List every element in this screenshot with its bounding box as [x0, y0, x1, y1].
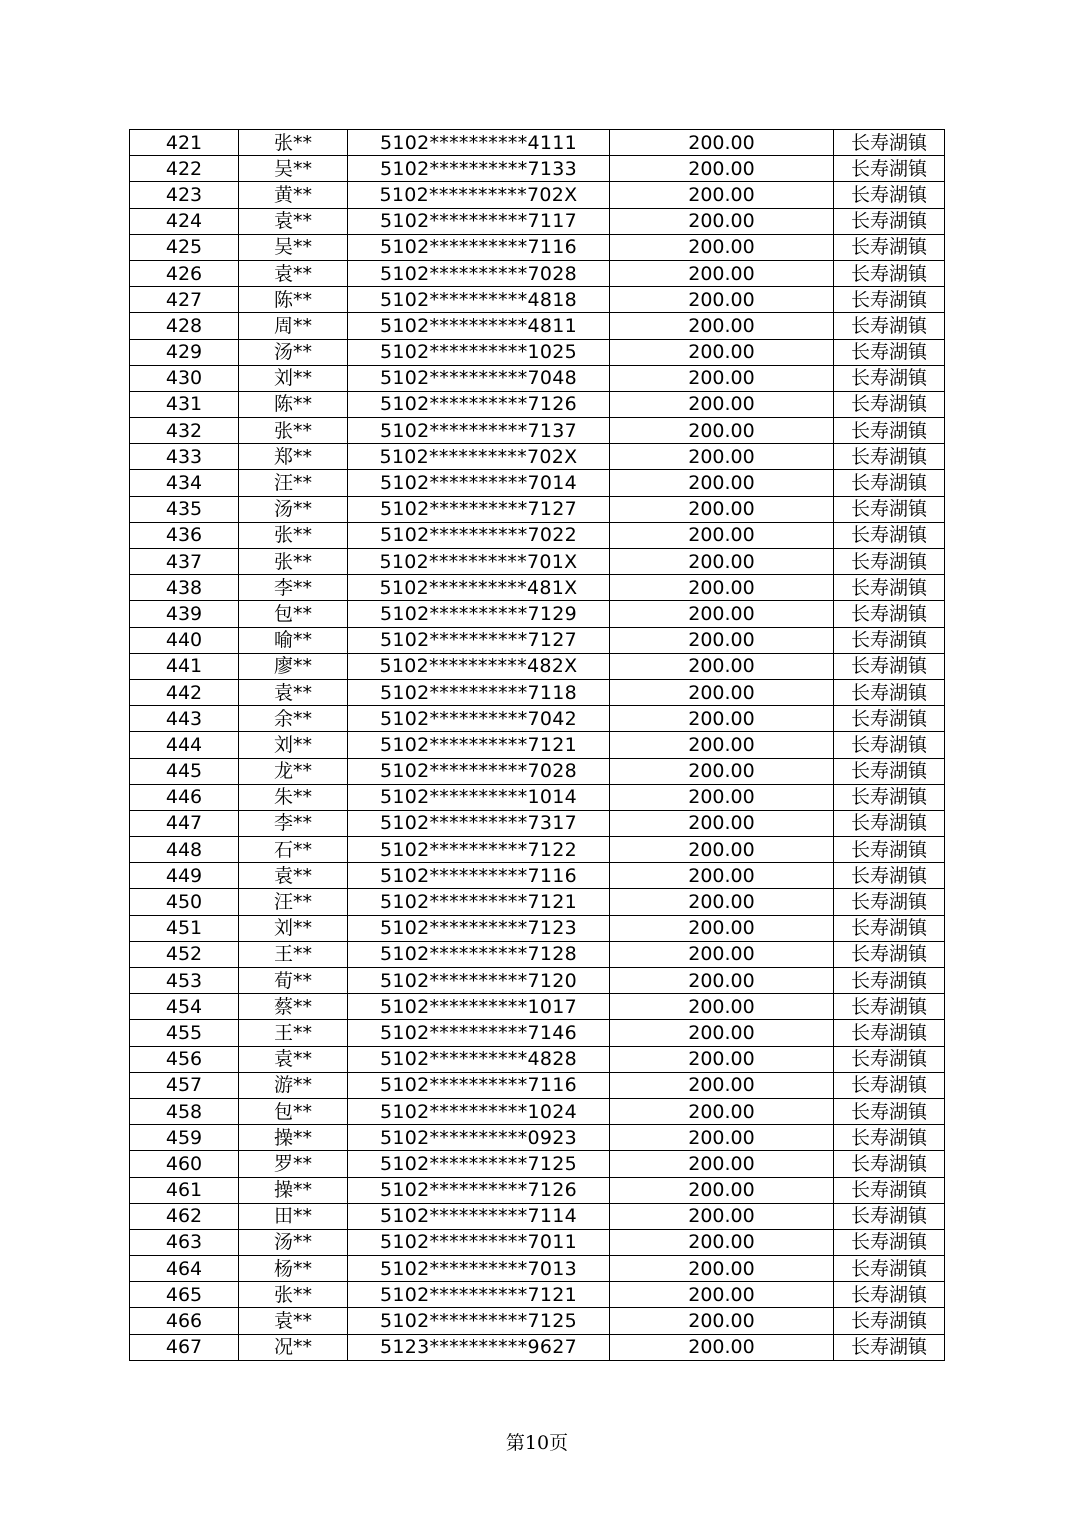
table-row [130, 679, 945, 705]
town-cell: 长寿湖镇 [834, 156, 945, 182]
id-number-cell: 5102**********482X [348, 653, 610, 679]
row-number-cell: 467 [130, 1334, 239, 1360]
id-number-cell: 5102**********7013 [348, 1256, 610, 1282]
name-cell: 喻** [239, 627, 348, 653]
town-cell: 长寿湖镇 [834, 365, 945, 391]
name-cell: 陈** [239, 391, 348, 417]
town-cell: 长寿湖镇 [834, 1098, 945, 1124]
amount-cell: 200.00 [610, 968, 834, 994]
id-number-cell: 5102**********7127 [348, 627, 610, 653]
town-cell: 长寿湖镇 [834, 810, 945, 836]
town-cell: 长寿湖镇 [834, 208, 945, 234]
amount-cell: 200.00 [610, 549, 834, 575]
name-cell: 刘** [239, 732, 348, 758]
row-number-cell: 463 [130, 1229, 239, 1255]
id-number-cell: 5102**********7317 [348, 810, 610, 836]
town-cell: 长寿湖镇 [834, 1282, 945, 1308]
table-row [130, 837, 945, 863]
name-cell: 袁** [239, 208, 348, 234]
town-cell: 长寿湖镇 [834, 391, 945, 417]
table-row [130, 1308, 945, 1334]
town-cell: 长寿湖镇 [834, 837, 945, 863]
table-row [130, 1256, 945, 1282]
amount-cell: 200.00 [610, 1256, 834, 1282]
town-cell: 长寿湖镇 [834, 994, 945, 1020]
id-number-cell: 5102**********7117 [348, 208, 610, 234]
row-number-cell: 455 [130, 1020, 239, 1046]
table-row [130, 784, 945, 810]
amount-cell: 200.00 [610, 941, 834, 967]
town-cell: 长寿湖镇 [834, 1125, 945, 1151]
table-row [130, 706, 945, 732]
row-number-cell: 443 [130, 706, 239, 732]
name-cell: 罗** [239, 1151, 348, 1177]
town-cell: 长寿湖镇 [834, 1334, 945, 1360]
town-cell: 长寿湖镇 [834, 522, 945, 548]
row-number-cell: 438 [130, 575, 239, 601]
id-number-cell: 5102**********7122 [348, 837, 610, 863]
town-cell: 长寿湖镇 [834, 706, 945, 732]
table-row [130, 444, 945, 470]
table-row [130, 575, 945, 601]
table-row [130, 915, 945, 941]
name-cell: 余** [239, 706, 348, 732]
id-number-cell: 5102**********7137 [348, 418, 610, 444]
amount-cell: 200.00 [610, 1308, 834, 1334]
table-row [130, 287, 945, 313]
table-row [130, 758, 945, 784]
table-row [130, 732, 945, 758]
name-cell: 汤** [239, 339, 348, 365]
table-row [130, 234, 945, 260]
town-cell: 长寿湖镇 [834, 758, 945, 784]
id-number-cell: 5102**********7120 [348, 968, 610, 994]
row-number-cell: 459 [130, 1125, 239, 1151]
id-number-cell: 5102**********7116 [348, 234, 610, 260]
name-cell: 王** [239, 1020, 348, 1046]
id-number-cell: 5102**********7116 [348, 863, 610, 889]
name-cell: 黄** [239, 182, 348, 208]
id-number-cell: 5102**********701X [348, 549, 610, 575]
row-number-cell: 428 [130, 313, 239, 339]
row-number-cell: 466 [130, 1308, 239, 1334]
id-number-cell: 5102**********7126 [348, 391, 610, 417]
amount-cell: 200.00 [610, 1125, 834, 1151]
town-cell: 长寿湖镇 [834, 130, 945, 156]
id-number-cell: 5102**********4818 [348, 287, 610, 313]
amount-cell: 200.00 [610, 784, 834, 810]
name-cell: 刘** [239, 365, 348, 391]
town-cell: 长寿湖镇 [834, 968, 945, 994]
town-cell: 长寿湖镇 [834, 915, 945, 941]
id-number-cell: 5102**********7121 [348, 1282, 610, 1308]
row-number-cell: 421 [130, 130, 239, 156]
id-number-cell: 5102**********7048 [348, 365, 610, 391]
amount-cell: 200.00 [610, 156, 834, 182]
name-cell: 廖** [239, 653, 348, 679]
amount-cell: 200.00 [610, 470, 834, 496]
name-cell: 石** [239, 837, 348, 863]
town-cell: 长寿湖镇 [834, 941, 945, 967]
name-cell: 包** [239, 601, 348, 627]
row-number-cell: 461 [130, 1177, 239, 1203]
roster-table [129, 129, 945, 1361]
row-number-cell: 451 [130, 915, 239, 941]
name-cell: 刘** [239, 915, 348, 941]
town-cell: 长寿湖镇 [834, 679, 945, 705]
amount-cell: 200.00 [610, 706, 834, 732]
name-cell: 操** [239, 1125, 348, 1151]
town-cell: 长寿湖镇 [834, 1151, 945, 1177]
amount-cell: 200.00 [610, 365, 834, 391]
amount-cell: 200.00 [610, 182, 834, 208]
table-row [130, 339, 945, 365]
id-number-cell: 5102**********7129 [348, 601, 610, 627]
town-cell: 长寿湖镇 [834, 627, 945, 653]
table-row [130, 1020, 945, 1046]
amount-cell: 200.00 [610, 627, 834, 653]
table-row [130, 889, 945, 915]
amount-cell: 200.00 [610, 601, 834, 627]
id-number-cell: 5102**********4111 [348, 130, 610, 156]
table-row [130, 496, 945, 522]
row-number-cell: 447 [130, 810, 239, 836]
town-cell: 长寿湖镇 [834, 234, 945, 260]
name-cell: 袁** [239, 1046, 348, 1072]
amount-cell: 200.00 [610, 679, 834, 705]
amount-cell: 200.00 [610, 863, 834, 889]
amount-cell: 200.00 [610, 575, 834, 601]
table-row [130, 810, 945, 836]
row-number-cell: 424 [130, 208, 239, 234]
name-cell: 李** [239, 575, 348, 601]
name-cell: 袁** [239, 1308, 348, 1334]
row-number-cell: 434 [130, 470, 239, 496]
amount-cell: 200.00 [610, 1177, 834, 1203]
name-cell: 张** [239, 522, 348, 548]
id-number-cell: 5102**********0923 [348, 1125, 610, 1151]
row-number-cell: 460 [130, 1151, 239, 1177]
row-number-cell: 454 [130, 994, 239, 1020]
row-number-cell: 449 [130, 863, 239, 889]
amount-cell: 200.00 [610, 313, 834, 339]
id-number-cell: 5102**********7118 [348, 679, 610, 705]
id-number-cell: 5102**********7125 [348, 1308, 610, 1334]
row-number-cell: 458 [130, 1098, 239, 1124]
table-row [130, 1046, 945, 1072]
id-number-cell: 5102**********1014 [348, 784, 610, 810]
id-number-cell: 5102**********7146 [348, 1020, 610, 1046]
row-number-cell: 444 [130, 732, 239, 758]
row-number-cell: 423 [130, 182, 239, 208]
id-number-cell: 5102**********7011 [348, 1229, 610, 1255]
row-number-cell: 429 [130, 339, 239, 365]
table-row [130, 627, 945, 653]
name-cell: 李** [239, 810, 348, 836]
roster-body [130, 130, 945, 1361]
id-number-cell: 5102**********7014 [348, 470, 610, 496]
row-number-cell: 439 [130, 601, 239, 627]
table-row [130, 1177, 945, 1203]
row-number-cell: 440 [130, 627, 239, 653]
amount-cell: 200.00 [610, 732, 834, 758]
id-number-cell: 5102**********7133 [348, 156, 610, 182]
amount-cell: 200.00 [610, 889, 834, 915]
amount-cell: 200.00 [610, 208, 834, 234]
name-cell: 张** [239, 1282, 348, 1308]
town-cell: 长寿湖镇 [834, 549, 945, 575]
name-cell: 袁** [239, 863, 348, 889]
amount-cell: 200.00 [610, 810, 834, 836]
row-number-cell: 435 [130, 496, 239, 522]
name-cell: 朱** [239, 784, 348, 810]
row-number-cell: 433 [130, 444, 239, 470]
town-cell: 长寿湖镇 [834, 1072, 945, 1098]
table-row [130, 1098, 945, 1124]
row-number-cell: 456 [130, 1046, 239, 1072]
name-cell: 汤** [239, 496, 348, 522]
id-number-cell: 5102**********702X [348, 182, 610, 208]
row-number-cell: 450 [130, 889, 239, 915]
row-number-cell: 464 [130, 1256, 239, 1282]
id-number-cell: 5102**********7121 [348, 732, 610, 758]
table-row [130, 1125, 945, 1151]
name-cell: 陈** [239, 287, 348, 313]
town-cell: 长寿湖镇 [834, 313, 945, 339]
table-row [130, 156, 945, 182]
table-row [130, 549, 945, 575]
id-number-cell: 5102**********1025 [348, 339, 610, 365]
name-cell: 杨** [239, 1256, 348, 1282]
amount-cell: 200.00 [610, 1334, 834, 1360]
table-row [130, 130, 945, 156]
amount-cell: 200.00 [610, 994, 834, 1020]
town-cell: 长寿湖镇 [834, 601, 945, 627]
row-number-cell: 441 [130, 653, 239, 679]
town-cell: 长寿湖镇 [834, 260, 945, 286]
amount-cell: 200.00 [610, 1203, 834, 1229]
row-number-cell: 427 [130, 287, 239, 313]
town-cell: 长寿湖镇 [834, 470, 945, 496]
name-cell: 田** [239, 1203, 348, 1229]
row-number-cell: 426 [130, 260, 239, 286]
amount-cell: 200.00 [610, 1072, 834, 1098]
row-number-cell: 462 [130, 1203, 239, 1229]
row-number-cell: 453 [130, 968, 239, 994]
row-number-cell: 465 [130, 1282, 239, 1308]
amount-cell: 200.00 [610, 287, 834, 313]
table-row [130, 1151, 945, 1177]
town-cell: 长寿湖镇 [834, 1177, 945, 1203]
table-row [130, 260, 945, 286]
amount-cell: 200.00 [610, 130, 834, 156]
row-number-cell: 436 [130, 522, 239, 548]
amount-cell: 200.00 [610, 1282, 834, 1308]
name-cell: 游** [239, 1072, 348, 1098]
id-number-cell: 5102**********7042 [348, 706, 610, 732]
id-number-cell: 5102**********1017 [348, 994, 610, 1020]
town-cell: 长寿湖镇 [834, 653, 945, 679]
id-number-cell: 5102**********7128 [348, 941, 610, 967]
table-row [130, 1229, 945, 1255]
row-number-cell: 446 [130, 784, 239, 810]
table-row [130, 1334, 945, 1360]
amount-cell: 200.00 [610, 391, 834, 417]
id-number-cell: 5102**********4811 [348, 313, 610, 339]
table-row [130, 313, 945, 339]
table-row [130, 418, 945, 444]
table-row [130, 1072, 945, 1098]
name-cell: 况** [239, 1334, 348, 1360]
table-row [130, 208, 945, 234]
id-number-cell: 5102**********481X [348, 575, 610, 601]
table-row [130, 522, 945, 548]
amount-cell: 200.00 [610, 522, 834, 548]
amount-cell: 200.00 [610, 339, 834, 365]
row-number-cell: 422 [130, 156, 239, 182]
name-cell: 汪** [239, 889, 348, 915]
id-number-cell: 5123**********9627 [348, 1334, 610, 1360]
table-row [130, 863, 945, 889]
id-number-cell: 5102**********7123 [348, 915, 610, 941]
town-cell: 长寿湖镇 [834, 1046, 945, 1072]
amount-cell: 200.00 [610, 1046, 834, 1072]
amount-cell: 200.00 [610, 1098, 834, 1124]
table-row [130, 968, 945, 994]
town-cell: 长寿湖镇 [834, 496, 945, 522]
table-row [130, 470, 945, 496]
id-number-cell: 5102**********702X [348, 444, 610, 470]
id-number-cell: 5102**********7127 [348, 496, 610, 522]
town-cell: 长寿湖镇 [834, 784, 945, 810]
name-cell: 蔡** [239, 994, 348, 1020]
table-row [130, 182, 945, 208]
table-row [130, 365, 945, 391]
amount-cell: 200.00 [610, 496, 834, 522]
table-row [130, 994, 945, 1020]
id-number-cell: 5102**********7114 [348, 1203, 610, 1229]
name-cell: 龙** [239, 758, 348, 784]
id-number-cell: 5102**********7022 [348, 522, 610, 548]
id-number-cell: 5102**********7121 [348, 889, 610, 915]
name-cell: 汪** [239, 470, 348, 496]
amount-cell: 200.00 [610, 260, 834, 286]
id-number-cell: 5102**********7125 [348, 1151, 610, 1177]
name-cell: 吴** [239, 234, 348, 260]
name-cell: 操** [239, 1177, 348, 1203]
town-cell: 长寿湖镇 [834, 182, 945, 208]
town-cell: 长寿湖镇 [834, 1020, 945, 1046]
id-number-cell: 5102**********7028 [348, 758, 610, 784]
id-number-cell: 5102**********4828 [348, 1046, 610, 1072]
name-cell: 张** [239, 130, 348, 156]
town-cell: 长寿湖镇 [834, 1256, 945, 1282]
table-row [130, 391, 945, 417]
name-cell: 周** [239, 313, 348, 339]
amount-cell: 200.00 [610, 1229, 834, 1255]
amount-cell: 200.00 [610, 1151, 834, 1177]
town-cell: 长寿湖镇 [834, 287, 945, 313]
id-number-cell: 5102**********7116 [348, 1072, 610, 1098]
row-number-cell: 448 [130, 837, 239, 863]
name-cell: 吴** [239, 156, 348, 182]
amount-cell: 200.00 [610, 1020, 834, 1046]
name-cell: 张** [239, 418, 348, 444]
town-cell: 长寿湖镇 [834, 339, 945, 365]
page-number: 第10页 [505, 1432, 569, 1454]
name-cell: 张** [239, 549, 348, 575]
town-cell: 长寿湖镇 [834, 863, 945, 889]
amount-cell: 200.00 [610, 444, 834, 470]
table-row [130, 601, 945, 627]
town-cell: 长寿湖镇 [834, 575, 945, 601]
name-cell: 郑** [239, 444, 348, 470]
id-number-cell: 5102**********7126 [348, 1177, 610, 1203]
row-number-cell: 425 [130, 234, 239, 260]
amount-cell: 200.00 [610, 418, 834, 444]
row-number-cell: 431 [130, 391, 239, 417]
town-cell: 长寿湖镇 [834, 444, 945, 470]
table-row [130, 1203, 945, 1229]
name-cell: 汤** [239, 1229, 348, 1255]
name-cell: 王** [239, 941, 348, 967]
amount-cell: 200.00 [610, 837, 834, 863]
town-cell: 长寿湖镇 [834, 1229, 945, 1255]
amount-cell: 200.00 [610, 915, 834, 941]
town-cell: 长寿湖镇 [834, 418, 945, 444]
name-cell: 袁** [239, 679, 348, 705]
table-row [130, 941, 945, 967]
row-number-cell: 432 [130, 418, 239, 444]
row-number-cell: 442 [130, 679, 239, 705]
table-row [130, 653, 945, 679]
amount-cell: 200.00 [610, 653, 834, 679]
row-number-cell: 437 [130, 549, 239, 575]
table-row [130, 1282, 945, 1308]
name-cell: 包** [239, 1098, 348, 1124]
amount-cell: 200.00 [610, 758, 834, 784]
row-number-cell: 452 [130, 941, 239, 967]
row-number-cell: 457 [130, 1072, 239, 1098]
id-number-cell: 5102**********1024 [348, 1098, 610, 1124]
row-number-cell: 430 [130, 365, 239, 391]
id-number-cell: 5102**********7028 [348, 260, 610, 286]
town-cell: 长寿湖镇 [834, 1203, 945, 1229]
town-cell: 长寿湖镇 [834, 1308, 945, 1334]
town-cell: 长寿湖镇 [834, 889, 945, 915]
name-cell: 袁** [239, 260, 348, 286]
town-cell: 长寿湖镇 [834, 732, 945, 758]
row-number-cell: 445 [130, 758, 239, 784]
amount-cell: 200.00 [610, 234, 834, 260]
name-cell: 荀** [239, 968, 348, 994]
